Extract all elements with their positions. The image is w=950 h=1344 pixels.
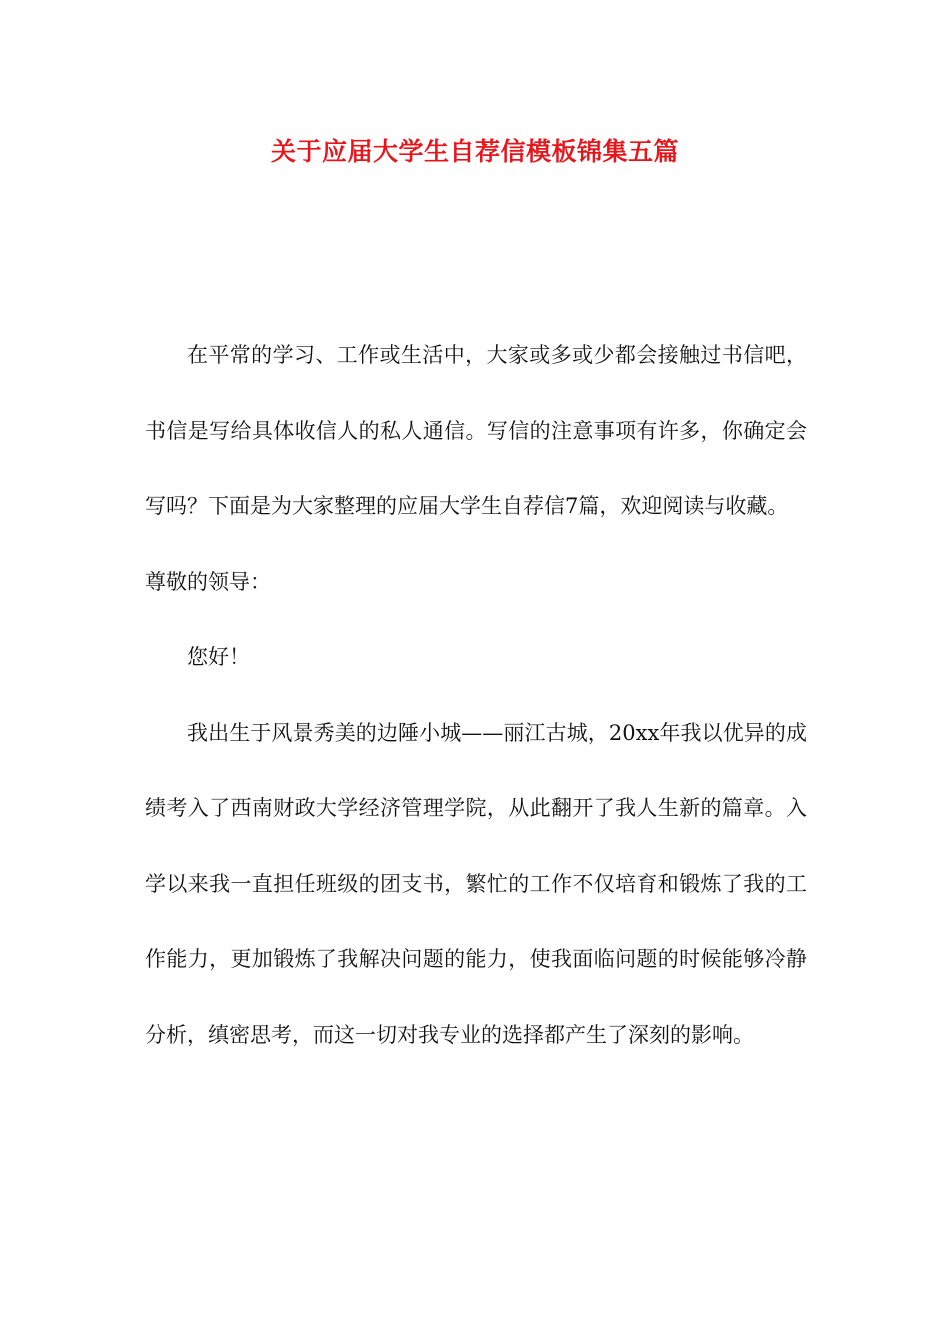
body-paragraph: 我出生于风景秀美的边陲小城——丽江古城，20xx年我以优异的成绩考入了西南财政大学经济管理学院，从此翻开了我人生新的篇章。入学以来我一直担任班级的团支书，繁忙的工作不仅培育和锻炼了我的工作能力，更加锻炼了我解决问题的能力，使我面临问题的时候能够冷静分析，缜密思考，而这一切对我专业的选择都产生了深刻的影响。 [145,720,807,1047]
intro-paragraph: 在平常的学习、工作或生活中，大家或多或少都会接触过书信吧，书信是写给具体收信人的私人通信。写信的注意事项有许多，你确定会写吗？下面是为大家整理的应届大学生自荐信7篇，欢迎阅读与收藏。 [145,343,807,518]
document-body [145,318,807,1073]
salutation: 尊敬的领导： [145,569,271,594]
document-title: 关于应届大学生自荐信模板锦集五篇 [270,137,679,166]
greeting: 您好！ [187,645,250,669]
